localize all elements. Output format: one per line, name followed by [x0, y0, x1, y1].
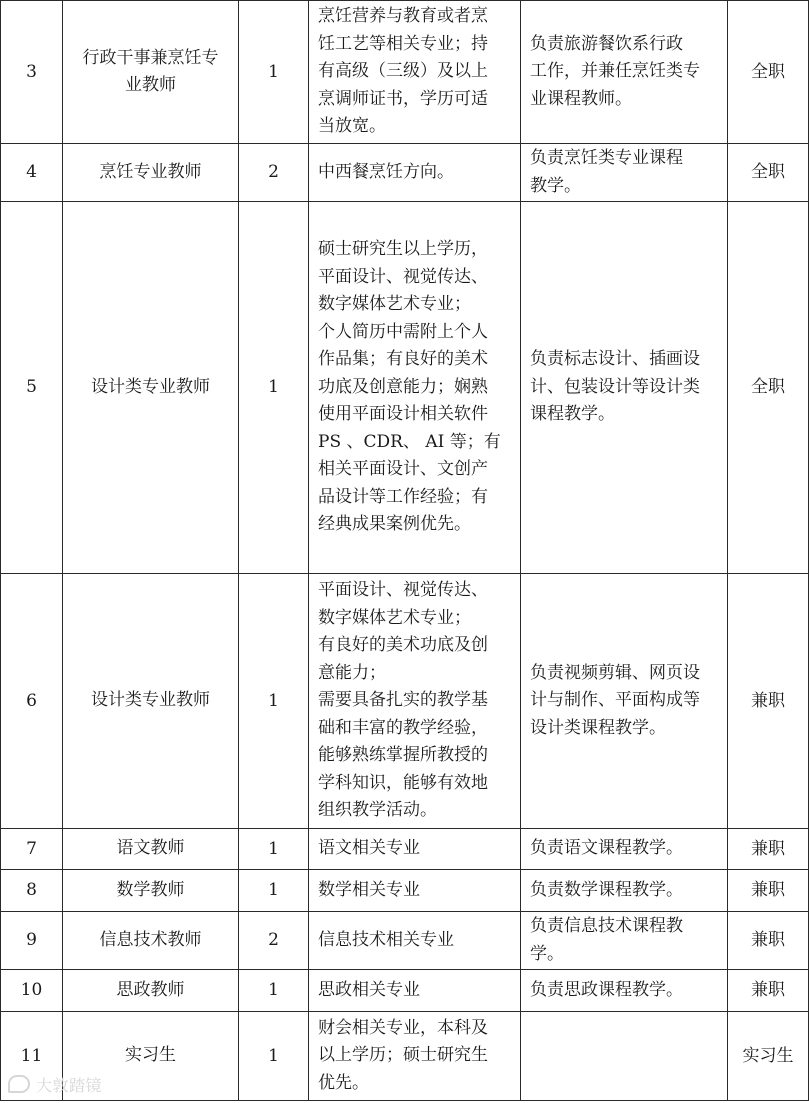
job-title-line: 烹饪专业教师: [99, 161, 202, 182]
table-row: [1, 202, 809, 574]
job-title-cell: [63, 144, 239, 202]
row-number-cell: [1, 1, 63, 144]
responsibilities-line: 负责信息技术课程教: [530, 916, 683, 936]
employment-type-cell: [728, 829, 809, 870]
requirements-line: 有良好的美术功底及创: [318, 635, 488, 656]
responsibilities-line: 业课程教师。: [530, 88, 632, 109]
requirements-line: 功底及创意能力；娴熟: [318, 376, 488, 397]
headcount-cell: [239, 1012, 309, 1101]
requirements-line: 平面设计、视觉传达、: [318, 580, 488, 601]
table-row: [1, 1012, 809, 1101]
job-title-cell: [63, 970, 239, 1012]
employment-type-text: 全职: [751, 162, 785, 182]
requirements-line: 组织教学活动。: [318, 800, 437, 821]
requirements-cell: [309, 912, 521, 970]
row-number-text: 8: [26, 880, 37, 900]
headcount-cell: [239, 829, 309, 870]
job-title-cell: [63, 912, 239, 970]
responsibilities-cell: [521, 870, 728, 912]
requirements-line: 经典成果案例优先。: [318, 514, 471, 535]
employment-type-cell: [728, 144, 809, 202]
requirements-line: 数字媒体艺术专业；: [318, 607, 471, 628]
row-number-text: 11: [20, 1045, 43, 1066]
requirements-line: 优先。: [318, 1072, 369, 1093]
requirements-line: 学科知识，能够有效地: [318, 772, 488, 793]
responsibilities-cell: [521, 202, 728, 574]
row-number-cell: [1, 574, 63, 829]
employment-type-cell: [728, 202, 809, 574]
responsibilities-cell: [521, 912, 728, 970]
requirements-line: 平面设计、视觉传达、: [318, 266, 488, 287]
job-title-cell: [63, 870, 239, 912]
watermark: [8, 1073, 102, 1096]
responsibilities-line: 课程教学。: [530, 404, 615, 425]
employment-type-cell: [728, 1, 809, 144]
responsibilities-line: 负责旅游餐饮系行政: [530, 33, 683, 54]
table-row: [1, 829, 809, 870]
headcount-text: 1: [268, 61, 279, 82]
employment-type-text: 兼职: [751, 930, 785, 950]
job-title-cell: [63, 202, 239, 574]
employment-type-text: 全职: [751, 377, 785, 397]
employment-type-text: 全职: [751, 61, 785, 82]
responsibilities-cell: [521, 829, 728, 870]
requirements-line: 硕士研究生以上学历，: [318, 239, 488, 260]
job-title-line: 数学教师: [116, 879, 185, 900]
job-title-cell: [63, 574, 239, 829]
job-title-line: 实习生: [125, 1045, 176, 1066]
employment-type-text: 兼职: [751, 838, 785, 859]
employment-type-cell: [728, 574, 809, 829]
job-title-cell: [63, 1, 239, 144]
employment-type-text: 兼职: [751, 980, 785, 1000]
responsibilities-line: 负责语文课程教学。: [530, 838, 683, 859]
table-row: [1, 574, 809, 829]
requirements-line: 能够熟练掌握所教授的: [318, 745, 488, 766]
responsibilities-line: 负责数学课程教学。: [530, 879, 683, 900]
requirements-line: 信息技术相关专业: [318, 929, 454, 950]
job-title-cell: [63, 829, 239, 870]
employment-type-cell: [728, 1012, 809, 1101]
requirements-line: 烹调师证书，学历可适: [318, 88, 488, 109]
job-title-line: 设计类专业教师: [91, 376, 210, 397]
requirements-line: 烹饪营养与教育或者烹: [318, 6, 488, 27]
requirements-line: 以上学历；硕士研究生: [318, 1045, 488, 1066]
headcount-cell: [239, 970, 309, 1012]
job-title-line: 设计类专业教师: [91, 690, 210, 711]
requirements-line: 中西餐烹饪方向。: [318, 161, 454, 182]
headcount-cell: [239, 144, 309, 202]
responsibilities-line: 负责烹饪类专业课程: [530, 148, 683, 168]
requirements-line: 有高级（三级）及以上: [318, 61, 488, 82]
headcount-cell: [239, 1, 309, 144]
responsibilities-cell: [521, 1, 728, 144]
job-title-line: 信息技术教师: [99, 929, 202, 950]
table-row: [1, 144, 809, 202]
responsibilities-line: 工作，并兼任烹饪类专: [530, 61, 700, 82]
requirements-line: 财会相关专业，本科及: [318, 1017, 488, 1038]
row-number-text: 5: [26, 377, 37, 397]
row-number-cell: [1, 202, 63, 574]
requirements-line: PS 、CDR、 AI 等；有: [318, 431, 501, 452]
headcount-cell: [239, 870, 309, 912]
headcount-cell: [239, 202, 309, 574]
row-number-cell: [1, 144, 63, 202]
headcount-text: 2: [268, 930, 279, 950]
employment-type-text: 实习生: [742, 1045, 794, 1066]
row-number-text: 10: [20, 980, 43, 1000]
requirements-line: 需要具备扎实的教学基: [318, 690, 488, 711]
row-number-text: 7: [26, 838, 37, 859]
row-number-text: 9: [26, 930, 37, 950]
table-body: [1, 1, 809, 1101]
row-number-text: 3: [26, 61, 37, 82]
requirements-line: 品设计等工作经验；有: [318, 486, 488, 507]
requirements-line: 础和丰富的教学经验，: [318, 717, 488, 738]
requirements-cell: [309, 1, 521, 144]
requirements-line: 相关平面设计、文创产: [318, 459, 488, 480]
requirements-cell: [309, 870, 521, 912]
table-row: [1, 870, 809, 912]
row-number-cell: [1, 970, 63, 1012]
job-title-line: 业教师: [125, 75, 176, 95]
requirements-line: 使用平面设计相关软件: [318, 404, 488, 425]
employment-type-cell: [728, 970, 809, 1012]
requirements-cell: [309, 970, 521, 1012]
requirements-cell: [309, 829, 521, 870]
responsibilities-cell: [521, 1012, 728, 1101]
job-title-line: 行政干事兼烹饪专: [82, 47, 219, 68]
job-title-line: 思政教师: [116, 979, 185, 1000]
table-row: [1, 1, 809, 144]
responsibilities-cell: [521, 574, 728, 829]
requirements-line: 意能力；: [318, 662, 386, 683]
requirements-line: 数学相关专业: [318, 879, 420, 900]
row-number-cell: [1, 912, 63, 970]
watermark-logo-icon: [8, 1075, 30, 1093]
employment-type-text: 兼职: [751, 690, 785, 711]
table-row: [1, 912, 809, 970]
headcount-text: 2: [268, 162, 279, 182]
responsibilities-line: 计、包装设计等设计类: [530, 376, 700, 397]
requirements-line: 个人简历中需附上个人: [318, 321, 488, 342]
headcount-cell: [239, 912, 309, 970]
requirements-line: 数字媒体艺术专业；: [318, 294, 471, 315]
requirements-line: 语文相关专业: [318, 838, 420, 859]
headcount-text: 1: [268, 838, 279, 859]
headcount-text: 1: [268, 1045, 279, 1066]
requirements-line: 思政相关专业: [318, 979, 420, 1000]
responsibilities-line: 负责视频剪辑、网页设: [530, 662, 700, 683]
requirements-line: 作品集；有良好的美术: [318, 349, 488, 370]
responsibilities-line: 负责标志设计、插画设: [530, 349, 700, 370]
responsibilities-line: 教学。: [530, 175, 581, 196]
headcount-text: 1: [268, 880, 279, 900]
job-title-line: 语文教师: [116, 838, 185, 859]
requirements-cell: [309, 574, 521, 829]
requirements-cell: [309, 144, 521, 202]
headcount-cell: [239, 574, 309, 829]
responsibilities-line: 负责思政课程教学。: [530, 979, 683, 1000]
responsibilities-cell: [521, 970, 728, 1012]
row-number-text: 6: [26, 690, 37, 711]
row-number-text: 4: [26, 162, 37, 182]
headcount-text: 1: [268, 377, 279, 397]
responsibilities-line: 学。: [530, 943, 564, 964]
headcount-text: 1: [268, 690, 279, 711]
headcount-text: 1: [268, 980, 279, 1000]
employment-type-cell: [728, 912, 809, 970]
requirements-cell: [309, 1012, 521, 1101]
requirements-cell: [309, 202, 521, 574]
employment-type-text: 兼职: [751, 880, 785, 900]
row-number-cell: [1, 829, 63, 870]
watermark-text: 大敦踏镜: [36, 1076, 103, 1095]
row-number-cell: [1, 870, 63, 912]
responsibilities-cell: [521, 144, 728, 202]
employment-type-cell: [728, 870, 809, 912]
responsibilities-line: 设计类课程教学。: [530, 717, 666, 738]
requirements-line: 饪工艺等相关专业；持: [318, 33, 488, 54]
requirements-line: 当放宽。: [318, 116, 386, 137]
responsibilities-line: 计与制作、平面构成等: [530, 690, 700, 711]
table-row: [1, 970, 809, 1012]
